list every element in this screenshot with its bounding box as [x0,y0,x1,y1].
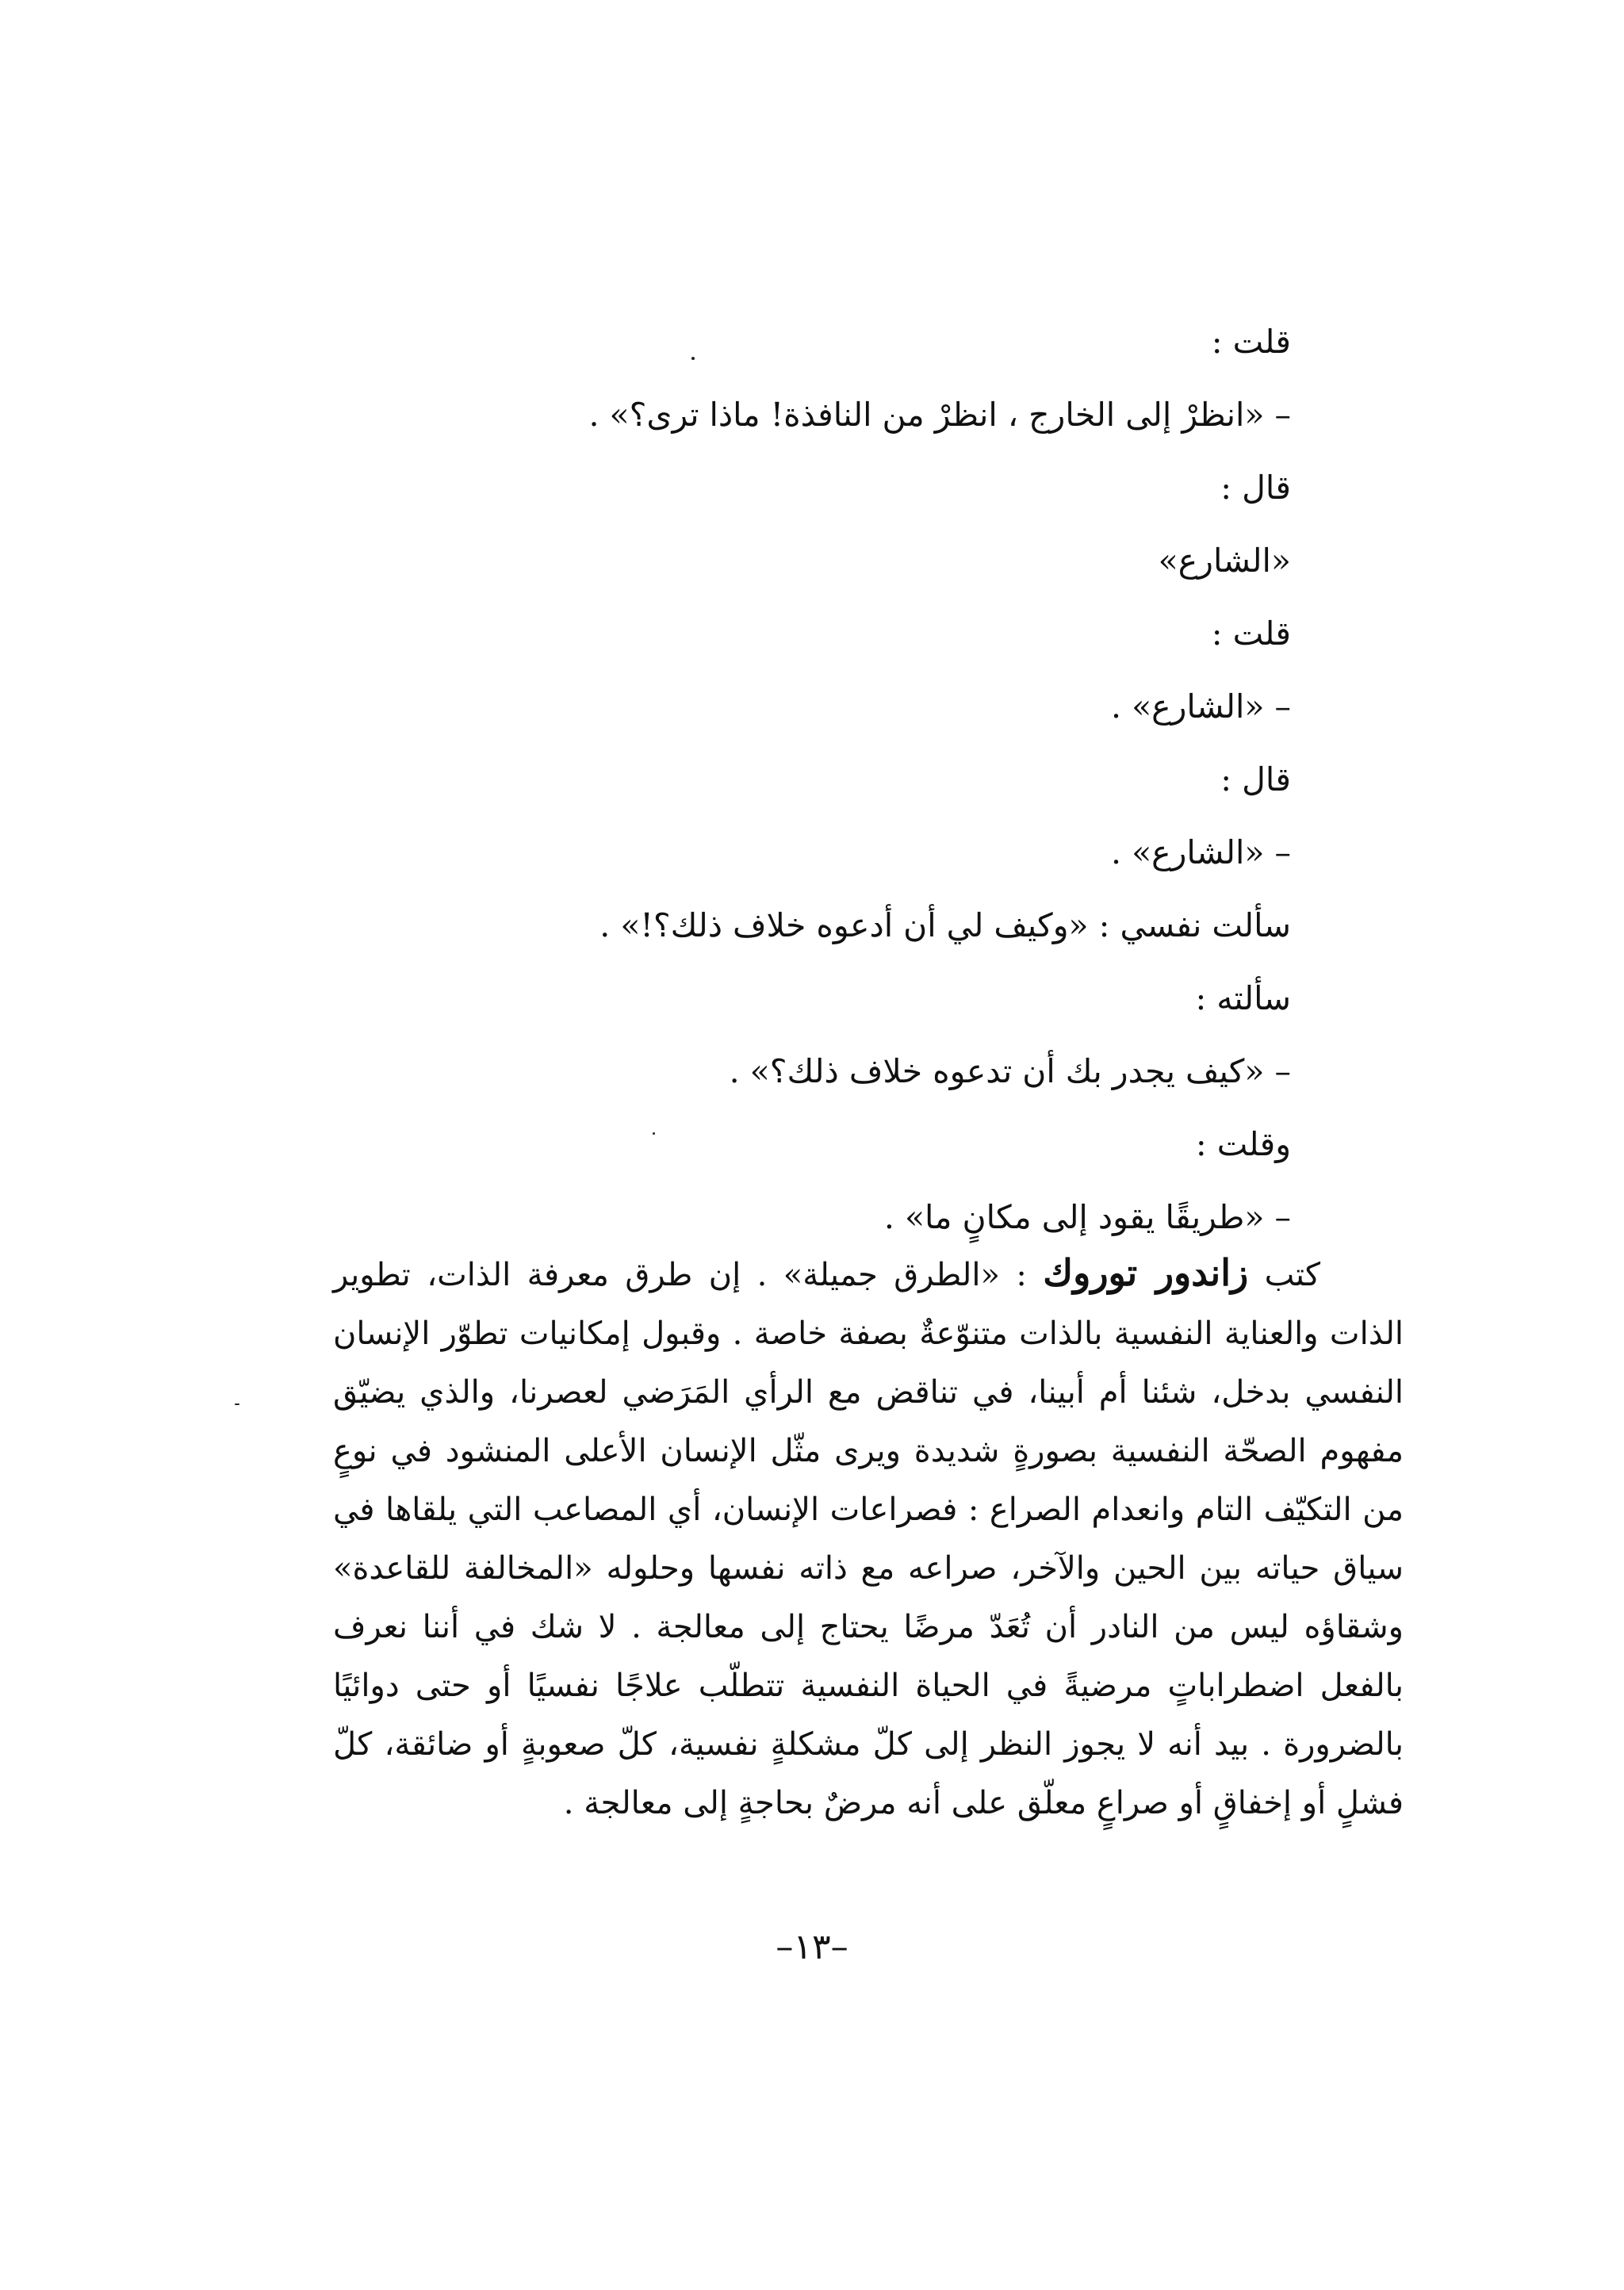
dialogue-line: وقلت : [1195,1125,1291,1163]
author-name: زاندور توروك [1043,1251,1249,1294]
page-number: –١٣– [776,1927,848,1967]
dialogue-line: – «الشارع» . [1111,833,1291,871]
dialogue-line: – «انظرْ إلى الخارج ، انظرْ من النافذة! ماذا ترى؟» . [588,396,1291,434]
scan-speck [691,357,695,360]
scan-speck [653,1132,655,1135]
dialogue-line: – «طريقًا يقود إلى مكانٍ ما» . [883,1198,1291,1236]
dialogue-line: – «الشارع» . [1111,687,1291,726]
dialogue-line: قلت : [1211,615,1291,653]
dialogue-line: قال : [1220,469,1291,507]
dialogue-line: سألت نفسي : «وكيف لي أن أدعوه خلاف ذلك؟!» . [599,906,1291,944]
scan-speck [235,1403,239,1405]
dialogue-line: سألته : [1195,979,1291,1017]
dialogue-line: قال : [1220,760,1291,798]
dialogue-line: – «كيف يجدر بك أن تدعوه خلاف ذلك؟» . [729,1052,1291,1090]
paragraph-lead: كتب [1264,1257,1321,1293]
paragraph-text: : «الطرق جميلة» . إن طرق معرفة الذات، تطوير الذات والعناية النفسية بالذات متنوّعةٌ بصفة خاصة . وقبول إمكانيات تطوّر الإنسان النفسي بدخل، شئنا أم أبينا، في تناقض مع الرأي المَرَضي لعصرنا، والذي يضيّق مفهوم الصحّة النفسية بصورةٍ شديدة ويرى مثّل الإنسان الأعلى المنشود في نوعٍ من التكيّف التام وانعدام الصراع : فصراعات الإنسان، أي المصاعب التي يلقاها في سياق حياته بين الحين والآخر، صراعه مع ذاته نفسها وحلوله «المخالفة للقاعدة» وشقاؤه ليس من النادر أن تُعَدّ مرضًا يحتاج إلى معالجة . لا شك في أننا نعرف بالفعل اضطراباتٍ مرضيةً في الحياة النفسية تتطلّب علاجًا نفسيًا أو حتى دوائيًا بالضرورة . بيد أنه لا يجوز النظر إلى كلّ مشكلةٍ نفسية، كلّ صعوبةٍ أو ضائقة، كلّ فشلٍ أو إخفاقٍ أو صراعٍ معلّق على أنه مرضٌ بحاجةٍ إلى معالجة . [333,1257,1404,1821]
dialogue-line: «الشارع» [1158,542,1291,580]
dialogue-line: قلت : [1211,323,1291,361]
dialogue-block [292,305,1291,1254]
body-paragraph [333,1243,1404,1832]
